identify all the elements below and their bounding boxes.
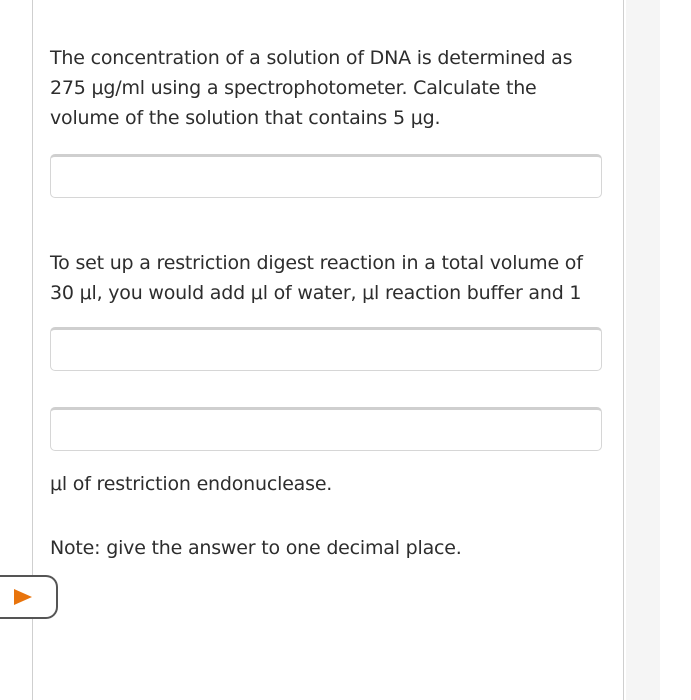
play-triangle-icon [12, 587, 34, 607]
right-gutter [626, 0, 660, 700]
play-button[interactable] [0, 575, 58, 619]
question-panel [32, 0, 624, 700]
answer-input-buffer[interactable] [50, 407, 602, 451]
question-2-text [50, 248, 605, 308]
question-2-trailing-text: μl of restriction endonuclease. [50, 473, 333, 495]
question-1-text [50, 43, 605, 133]
question-1-line-2: 275 μg/ml using a spectrophotometer. Calculate the [50, 77, 537, 99]
question-1-line-1: The concentration of a solution of DNA is determined as [50, 47, 573, 69]
note-text: Note: give the answer to one decimal place. [50, 537, 462, 559]
answer-input-1[interactable] [50, 154, 602, 198]
question-2-line-1: To set up a restriction digest reaction in a total volume of [50, 252, 583, 274]
answer-input-water[interactable] [50, 327, 602, 371]
question-1-line-3: volume of the solution that contains 5 μg. [50, 107, 441, 129]
question-2-line-2: 30 μl, you would add μl of water, μl reaction buffer and 1 [50, 282, 582, 304]
